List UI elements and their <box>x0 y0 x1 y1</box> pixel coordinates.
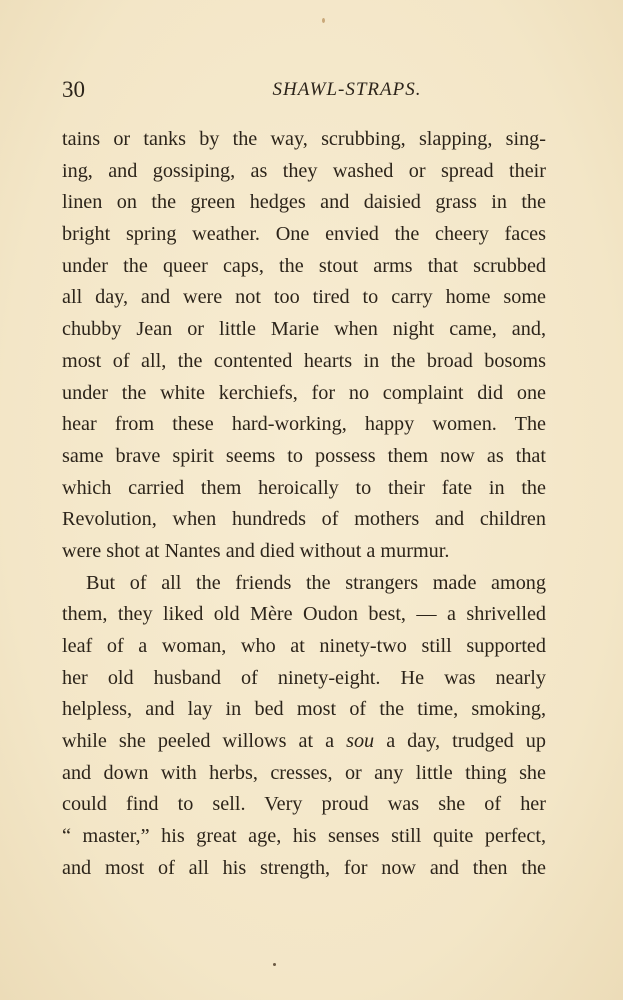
text-line: were shot at Nantes and died without a murmur. <box>62 539 450 562</box>
text-line: hear from these hard-working, happy women. The <box>62 413 546 436</box>
text-line: while she peeled willows at a sou a day, trudged up <box>62 730 546 753</box>
text-line: same brave spirit seems to possess them now as that <box>62 444 546 467</box>
text-line: under the white kerchiefs, for no complaint did one <box>62 381 546 404</box>
text-line: most of all, the contented hearts in the broad bosoms <box>62 349 546 372</box>
ink-speck <box>322 18 325 23</box>
text-line: leaf of a woman, who at ninety-two still supported <box>62 635 546 657</box>
text-line: But of all the friends the strangers made among <box>86 571 546 594</box>
text-line: could find to sell. Very proud was she of her <box>62 793 546 816</box>
ink-speck <box>273 963 276 966</box>
text-line: Revolution, when hundreds of mothers and children <box>62 508 546 531</box>
body-text <box>62 124 546 885</box>
text-line: ing, and gossiping, as they washed or spread their <box>62 159 546 182</box>
page-number: 30 <box>62 77 85 102</box>
text-line: and most of all his strength, for now and then the <box>62 856 546 879</box>
running-title: SHAWL-STRAPS. <box>272 79 422 100</box>
text-line: chubby Jean or little Marie when night came, and, <box>62 318 546 341</box>
text-line: linen on the green hedges and daisied grass in the <box>62 191 546 214</box>
text-line: under the queer caps, the stout arms that scrubbed <box>62 254 546 277</box>
text-line: “ master,” his great age, his senses still quite perfect, <box>62 825 546 848</box>
text-line: bright spring weather. One envied the cheery faces <box>62 223 546 246</box>
text-line: and down with herbs, cresses, or any little thing she <box>62 761 546 784</box>
text-line: all day, and were not too tired to carry home some <box>62 286 546 309</box>
text-line: them, they liked old Mère Oudon best, — a shrivelled <box>62 603 546 626</box>
text-line: tains or tanks by the way, scrubbing, slapping, sing- <box>62 128 546 150</box>
text-line: helpless, and lay in bed most of the time, smoking, <box>62 698 546 721</box>
text-line: which carried them heroically to their fate in the <box>62 476 546 499</box>
text-line: her old husband of ninety-eight. He was nearly <box>62 666 546 689</box>
page-header <box>62 76 562 104</box>
